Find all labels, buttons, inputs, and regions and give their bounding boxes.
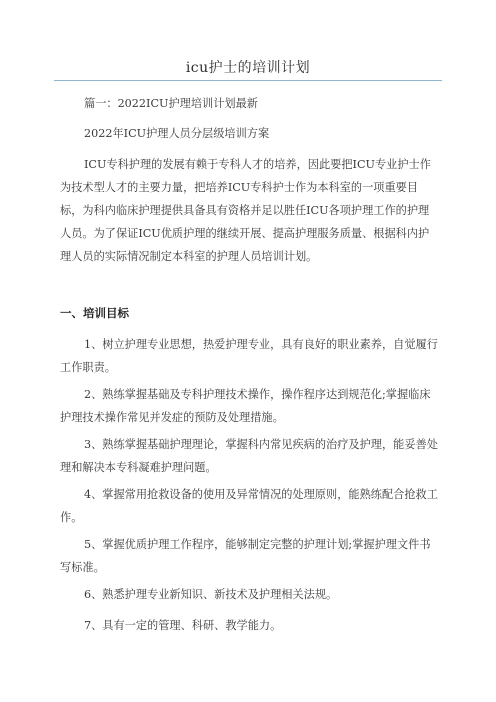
list-item-5: 5、掌握优质护理工作程序，能够制定完整的护理计划;掌握护理文件书写标准。 <box>60 538 431 574</box>
subtitle-1: 篇一：2022ICU护理培训计划最新 <box>84 97 258 110</box>
section-heading: 一、培训目标 <box>60 306 129 320</box>
list-item-1: 1、树立护理专业思想，热爱护理专业，具有良好的职业素养，自觉履行工作职责。 <box>60 338 438 374</box>
list-item-2: 2、熟练掌握基础及专科护理技术操作，操作程序达到规范化;掌握临床护理技术操作常见并发症的预防及处理措施。 <box>60 388 431 424</box>
intro-paragraph: ICU专科护理的发展有赖于专科人才的培养，因此要把ICU专业护士作为技术型人才的主要力量，把培养ICU专科护士作为本科室的一项重要目标，为科内临床护理提供具备具有资格并足以胜任ICU各项护理工作的护理人员。为了保证ICU优质护理的继续开展、提高护理服务质量、根据科内护理人员的实际情况制定本科室的护理人员培训计划。 <box>60 158 431 263</box>
list-item-6: 6、熟悉护理专业新知识、新技术及护理相关法规。 <box>84 588 338 601</box>
list-item-4: 4、掌握常用抢救设备的使用及异常情况的处理原则，能熟练配合抢救工作。 <box>60 488 438 524</box>
title-underline <box>54 80 442 81</box>
subtitle-2: 2022年ICU护理人员分层级培训方案 <box>84 127 270 140</box>
list-item-3: 3、熟练掌握基础护理理论，掌握科内常见疾病的治疗及护理，能妥善处理和解决本专科凝难护理问题。 <box>60 438 438 474</box>
list-item-7: 7、具有一定的管理、科研、教学能力。 <box>84 619 282 632</box>
document-title: icu护士的培训计划 <box>185 60 311 76</box>
